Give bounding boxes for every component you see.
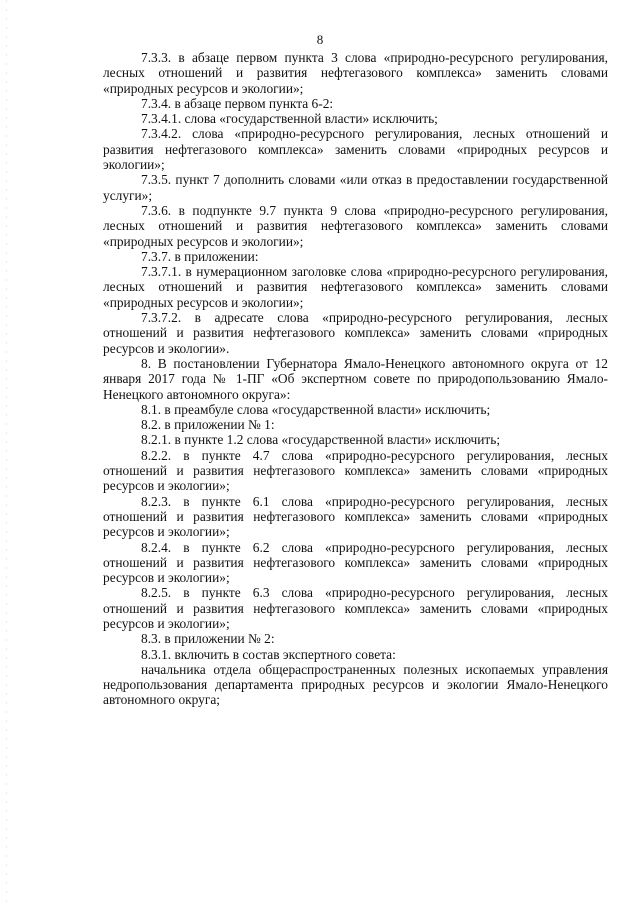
paragraph-7-3-6: 7.3.6. в подпункте 9.7 пункта 9 слова «природно-ресурсного регулирования, лесных отношений и развития нефтегазового комплекса» заменить словами «природных ресурсов и экологии»;	[103, 202, 608, 249]
paragraph-7-3-7-2: 7.3.7.2. в адресате слова «природно-ресурсного регулирования, лесных отношений и развития нефтегазового комплекса» заменить словами «природных ресурсов и экологии».	[103, 310, 608, 356]
paragraph-8-2-3: 8.2.3. в пункте 6.1 слова «природно-ресурсного регулирования, лесных отношений и развития нефтегазового комплекса» заменить словами «природных ресурсов и экологии»;	[103, 493, 608, 540]
paragraph-8-2-1: 8.2.1. в пункте 1.2 слова «государственной власти» исключить;	[141, 432, 501, 448]
paragraph-8-3-1: 8.3.1. включить в состав экспертного совета:	[141, 646, 396, 662]
document-body	[103, 50, 608, 708]
paragraph-8-3: 8.3. в приложении № 2:	[141, 631, 275, 647]
paragraph-8: 8. В постановлении Губернатора Ямало-Ненецкого автономного округа от 12 января 2017 года № 1-ПГ «Об экспертном совете по природопользованию Ямало-Ненецкого автономного округа»:	[103, 355, 608, 402]
paragraph-8-1: 8.1. в преамбуле слова «государственной власти» исключить;	[141, 401, 491, 417]
scan-edge-artifact	[6, 0, 7, 905]
paragraph-8-2-2: 8.2.2. в пункте 4.7 слова «природно-ресурсного регулирования, лесных отношений и развития нефтегазового комплекса» заменить словами «природных ресурсов и экологии»;	[103, 447, 608, 494]
paragraph-7-3-7: 7.3.7. в приложении:	[141, 248, 259, 264]
paragraph-8-2-5: 8.2.5. в пункте 6.3 слова «природно-ресурсного регулирования, лесных отношений и развития нефтегазового комплекса» заменить словами «природных ресурсов и экологии»;	[103, 585, 608, 631]
paragraph-7-3-4: 7.3.4. в абзаце первом пункта 6-2:	[141, 95, 334, 111]
page-number: 8	[316, 32, 324, 47]
paragraph-appointee: начальника отдела общераспространенных полезных ископаемых управления недропользования департамента природных ресурсов и экологии Ямало-Ненецкого автономного округа;	[103, 661, 608, 708]
paragraph-7-3-4-2: 7.3.4.2. слова «природно-ресурсного регулирования, лесных отношений и развития нефтегазового комплекса» заменить словами «природных ресурсов и экологии»;	[103, 126, 608, 173]
paragraph-7-3-5: 7.3.5. пункт 7 дополнить словами «или отказ в предоставлении государственной услуги»;	[103, 172, 608, 203]
paragraph-7-3-3: 7.3.3. в абзаце первом пункта 3 слова «природно-ресурсного регулирования, лесных отношений и развития нефтегазового комплекса» заменить словами «природных ресурсов и экологии»;	[103, 50, 608, 96]
paragraph-8-2: 8.2. в приложении № 1:	[141, 417, 275, 433]
paragraph-7-3-7-1: 7.3.7.1. в нумерационном заголовке слова «природно-ресурсного регулирования, лесных отношений и развития нефтегазового комплекса» заменить словами «природных ресурсов и экологии»;	[103, 264, 608, 310]
paragraph-8-2-4: 8.2.4. в пункте 6.2 слова «природно-ресурсного регулирования, лесных отношений и развития нефтегазового комплекса» заменить словами «природных ресурсов и экологии»;	[103, 539, 608, 586]
paragraph-7-3-4-1: 7.3.4.1. слова «государственной власти» исключить;	[141, 111, 438, 127]
